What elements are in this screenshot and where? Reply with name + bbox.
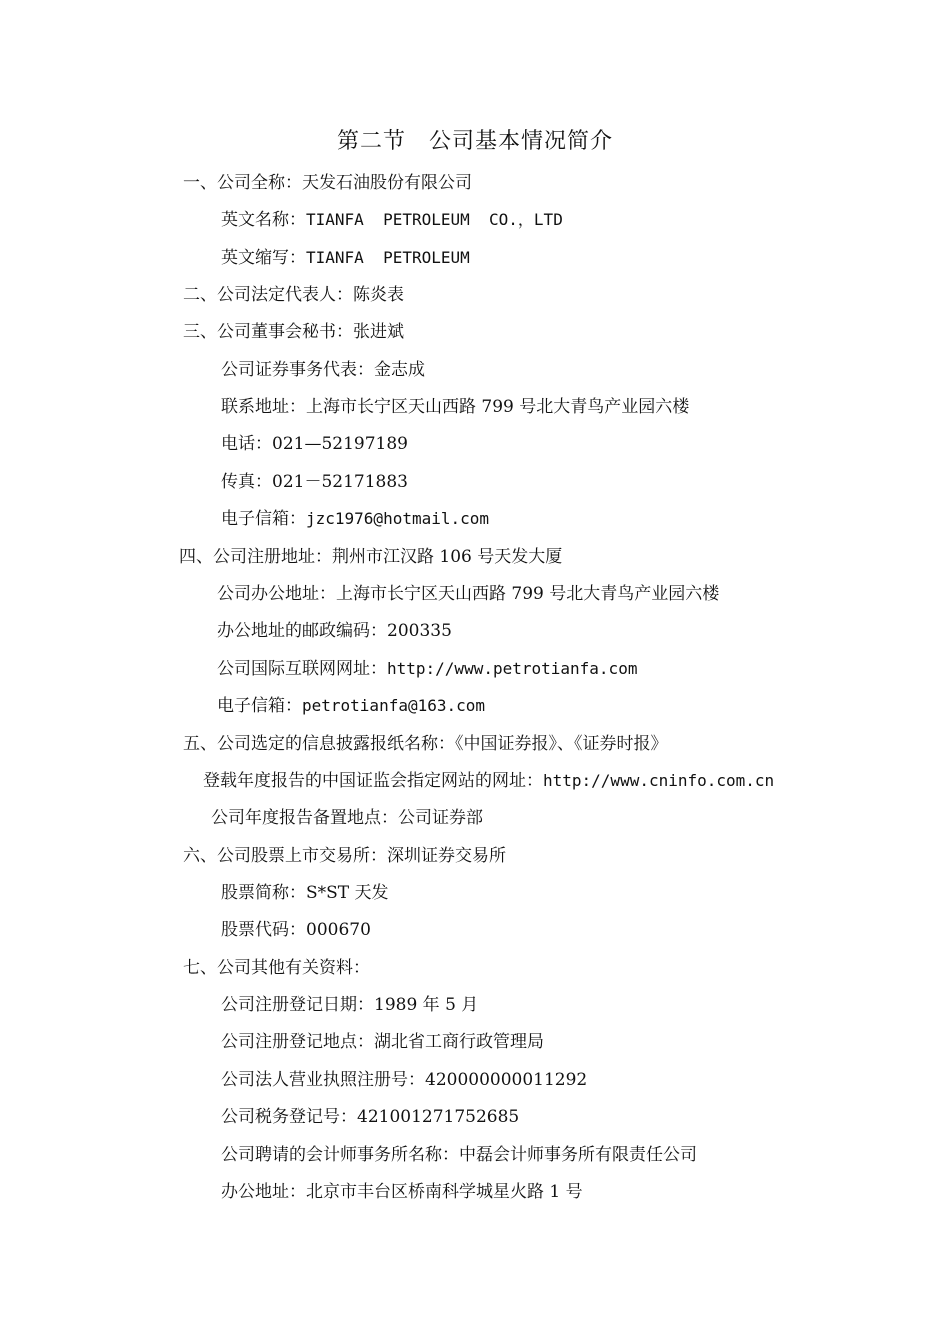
accounting-firm-address: 办公地址：北京市丰台区桥南科学城星火路 1 号 — [221, 1182, 583, 1202]
board-secretary: 三、公司董事会秘书：张进斌 — [183, 322, 404, 342]
stock-code: 股票代码：000670 — [221, 920, 371, 940]
disclosure-newspapers: 五、公司选定的信息披露报纸名称：《中国证券报》、《证券时报》 — [183, 734, 668, 754]
company-website-value: http://www.petrotianfa.com — [387, 659, 638, 678]
company-email-value: petrotianfa@163.com — [302, 696, 486, 715]
company-email-label: 电子信箱： — [217, 696, 302, 716]
business-license-number: 公司法人营业执照注册号：420000000011292 — [221, 1070, 588, 1090]
stock-exchange: 六、公司股票上市交易所：深圳证券交易所 — [183, 846, 506, 866]
annual-report-location: 公司年度报告备置地点：公司证券部 — [211, 808, 483, 828]
securities-representative: 公司证券事务代表：金志成 — [221, 360, 425, 380]
office-address: 公司办公地址：上海市长宁区天山西路 799 号北大青鸟产业园六楼 — [217, 584, 720, 604]
annual-report-website-label: 登载年度报告的中国证监会指定网站的网址： — [203, 771, 543, 791]
english-abbreviation-label: 英文缩写： — [221, 248, 306, 268]
registered-address: 四、公司注册地址：荆州市江汉路 106 号天发大厦 — [179, 547, 563, 567]
other-info-heading: 七、公司其他有关资料： — [183, 958, 370, 978]
company-email — [217, 695, 485, 717]
telephone: 电话：021—52197189 — [221, 434, 408, 454]
postal-code: 办公地址的邮政编码：200335 — [217, 621, 452, 641]
tax-registration-number: 公司税务登记号：421001271752685 — [221, 1107, 520, 1127]
fax: 传真：021－52171883 — [221, 472, 408, 492]
english-name-label: 英文名称： — [221, 210, 306, 230]
contact-address: 联系地址：上海市长宁区天山西路 799 号北大青鸟产业园六楼 — [221, 397, 690, 417]
annual-report-website-value: http://www.cninfo.com.cn — [543, 771, 775, 790]
company-full-name-value: 天发石油股份有限公司 — [302, 173, 472, 193]
company-full-name-label: 一、公司全称： — [183, 173, 302, 193]
contact-email-value: jzc1976@hotmail.com — [306, 509, 490, 528]
company-website-label: 公司国际互联网网址： — [217, 659, 387, 679]
contact-email — [221, 508, 489, 530]
stock-short-name: 股票简称：S*ST 天发 — [221, 883, 389, 903]
registration-date: 公司注册登记日期：1989 年 5 月 — [221, 995, 479, 1015]
company-full-name — [183, 172, 472, 194]
english-abbreviation — [221, 247, 470, 269]
contact-email-label: 电子信箱： — [221, 509, 306, 529]
annual-report-website — [203, 770, 774, 792]
legal-representative: 二、公司法定代表人：陈炎表 — [183, 285, 404, 305]
english-abbreviation-value: TIANFA PETROLEUM — [306, 248, 470, 267]
accounting-firm: 公司聘请的会计师事务所名称：中磊会计师事务所有限责任公司 — [221, 1145, 697, 1165]
registration-place: 公司注册登记地点：湖北省工商行政管理局 — [221, 1032, 544, 1052]
english-name-value: TIANFA PETROLEUM CO.，LTD — [306, 210, 563, 229]
company-website — [217, 658, 637, 680]
section-title: 第二节 公司基本情况简介 — [336, 129, 613, 154]
english-name — [221, 209, 563, 231]
